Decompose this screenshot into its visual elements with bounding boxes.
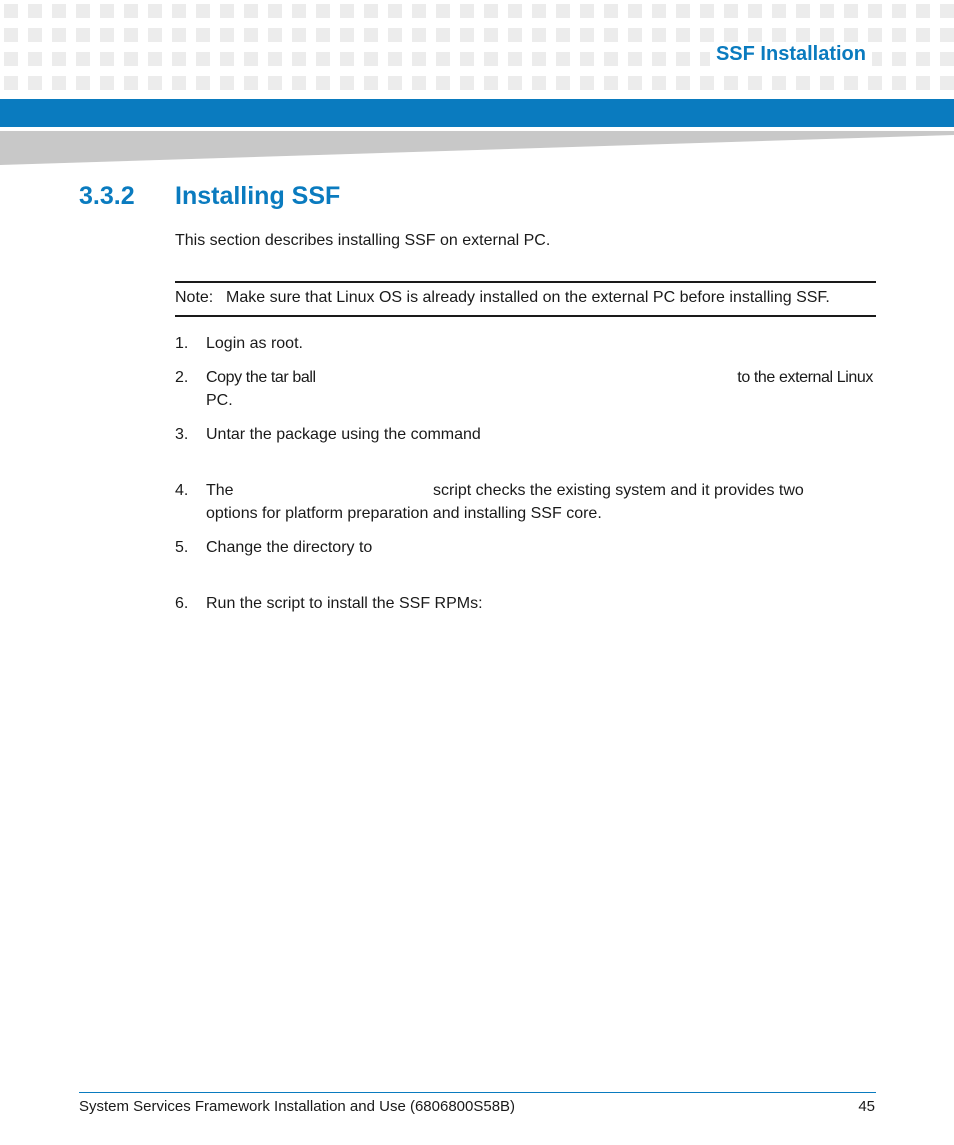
header-band [0, 99, 954, 127]
pattern-square [412, 28, 426, 42]
pattern-square [52, 28, 66, 42]
pattern-square [340, 76, 354, 90]
pattern-square [892, 76, 906, 90]
pattern-square [172, 52, 186, 66]
pattern-square [292, 76, 306, 90]
pattern-square [580, 4, 594, 18]
pattern-square [316, 28, 330, 42]
pattern-square [76, 28, 90, 42]
step-number: 2. [175, 369, 189, 386]
pattern-square [172, 76, 186, 90]
pattern-square [364, 52, 378, 66]
pattern-square [460, 52, 474, 66]
pattern-square [772, 28, 786, 42]
pattern-square [76, 4, 90, 18]
pattern-square [484, 28, 498, 42]
pattern-square [772, 4, 786, 18]
pattern-square [340, 4, 354, 18]
pattern-square [796, 28, 810, 42]
step-text: The [206, 482, 234, 499]
pattern-square [940, 28, 954, 42]
pattern-square [100, 28, 114, 42]
pattern-square [868, 4, 882, 18]
pattern-square [76, 52, 90, 66]
pattern-square [820, 76, 834, 90]
pattern-square [508, 52, 522, 66]
pattern-square [244, 28, 258, 42]
pattern-square [652, 4, 666, 18]
note-label: Note: [175, 289, 214, 306]
pattern-square [436, 4, 450, 18]
pattern-square [388, 76, 402, 90]
pattern-square [868, 76, 882, 90]
pattern-square [916, 76, 930, 90]
pattern-square [940, 4, 954, 18]
list-item [175, 479, 876, 525]
step-number: 4. [175, 482, 189, 499]
section-number: 3.3.2 [79, 182, 135, 210]
pattern-square [388, 52, 402, 66]
pattern-square [748, 4, 762, 18]
pattern-square [340, 52, 354, 66]
pattern-square [4, 28, 18, 42]
pattern-square [244, 52, 258, 66]
pattern-square [604, 4, 618, 18]
pattern-square [940, 52, 954, 66]
pattern-square [268, 76, 282, 90]
section-heading [79, 182, 340, 211]
pattern-square [316, 52, 330, 66]
pattern-square [532, 76, 546, 90]
step-number: 6. [175, 595, 189, 612]
pattern-square [148, 28, 162, 42]
pattern-square [52, 4, 66, 18]
step-text-mid: script checks the existing system and it provides two [433, 482, 804, 499]
pattern-square [796, 76, 810, 90]
pattern-square [484, 76, 498, 90]
header-wedge [0, 131, 954, 165]
pattern-square [268, 4, 282, 18]
pattern-square [364, 4, 378, 18]
pattern-square [28, 4, 42, 18]
pattern-square [700, 76, 714, 90]
pattern-square [124, 52, 138, 66]
pattern-square [580, 28, 594, 42]
pattern-square [220, 52, 234, 66]
pattern-square [196, 28, 210, 42]
step-text-continued: options for platform preparation and installing SSF core. [206, 505, 602, 522]
step-text: Login as root. [206, 335, 303, 352]
pattern-square [484, 4, 498, 18]
pattern-square [412, 52, 426, 66]
pattern-square [676, 28, 690, 42]
pattern-square [628, 52, 642, 66]
chapter-title: SSF Installation [710, 43, 872, 66]
pattern-square [676, 4, 690, 18]
pattern-square [100, 76, 114, 90]
pattern-square [892, 52, 906, 66]
pattern-square [292, 4, 306, 18]
pattern-square [556, 52, 570, 66]
pattern-square [652, 28, 666, 42]
pattern-square [844, 28, 858, 42]
section-title: Installing SSF [175, 182, 341, 210]
step-text-end: to the external Linux [737, 369, 873, 386]
pattern-square [628, 4, 642, 18]
pattern-square [748, 76, 762, 90]
pattern-square [100, 4, 114, 18]
list-item [175, 366, 876, 412]
pattern-square [604, 52, 618, 66]
pattern-square [700, 4, 714, 18]
pattern-square [508, 28, 522, 42]
pattern-square [556, 28, 570, 42]
pattern-square [580, 76, 594, 90]
pattern-square [28, 28, 42, 42]
pattern-square [364, 76, 378, 90]
pattern-square [196, 76, 210, 90]
step-text: Untar the package using the command [206, 426, 481, 443]
pattern-square [772, 76, 786, 90]
pattern-square [724, 4, 738, 18]
pattern-square [820, 4, 834, 18]
pattern-square [52, 76, 66, 90]
pattern-square [556, 4, 570, 18]
pattern-square [844, 76, 858, 90]
pattern-square [628, 76, 642, 90]
pattern-square [676, 52, 690, 66]
pattern-square [892, 4, 906, 18]
pattern-square [4, 4, 18, 18]
pattern-square [724, 28, 738, 42]
pattern-square [364, 28, 378, 42]
page-number: 45 [858, 1098, 875, 1115]
pattern-square [148, 52, 162, 66]
step-text: Run the script to install the SSF RPMs: [206, 595, 483, 612]
step-number: 1. [175, 335, 189, 352]
step-text: Copy the tar ball [206, 369, 316, 386]
pattern-square [28, 76, 42, 90]
pattern-square [28, 52, 42, 66]
pattern-square [52, 52, 66, 66]
step-number: 3. [175, 426, 189, 443]
pattern-square [652, 76, 666, 90]
pattern-square [244, 4, 258, 18]
pattern-square [484, 52, 498, 66]
note-body: Make sure that Linux OS is already installed on the external PC before installing SSF. [226, 289, 830, 306]
pattern-square [4, 52, 18, 66]
pattern-square [700, 28, 714, 42]
pattern-square [292, 52, 306, 66]
pattern-square [124, 76, 138, 90]
pattern-square [220, 76, 234, 90]
pattern-square [604, 28, 618, 42]
pattern-square [172, 28, 186, 42]
pattern-square [916, 52, 930, 66]
pattern-square [436, 76, 450, 90]
pattern-square [892, 28, 906, 42]
pattern-square [508, 4, 522, 18]
note-box [175, 281, 876, 317]
pattern-square [220, 4, 234, 18]
pattern-square [412, 4, 426, 18]
pattern-square [388, 28, 402, 42]
pattern-square [532, 28, 546, 42]
pattern-square [196, 4, 210, 18]
pattern-square [244, 76, 258, 90]
pattern-square [436, 28, 450, 42]
pattern-square [748, 28, 762, 42]
pattern-square [508, 76, 522, 90]
pattern-square [124, 28, 138, 42]
pattern-square [460, 76, 474, 90]
pattern-square [676, 76, 690, 90]
pattern-square [316, 76, 330, 90]
pattern-square [916, 4, 930, 18]
pattern-square [76, 76, 90, 90]
pattern-square [868, 28, 882, 42]
pattern-square [580, 52, 594, 66]
step-text-continued: PC. [206, 392, 233, 409]
pattern-square [268, 52, 282, 66]
pattern-square [796, 4, 810, 18]
pattern-square [916, 28, 930, 42]
pattern-square [292, 28, 306, 42]
pattern-square [532, 4, 546, 18]
pattern-square [4, 76, 18, 90]
pattern-square [436, 52, 450, 66]
pattern-square [628, 28, 642, 42]
pattern-square [460, 28, 474, 42]
pattern-square [124, 4, 138, 18]
pattern-square [100, 52, 114, 66]
pattern-square [220, 28, 234, 42]
note-text [175, 286, 830, 309]
pattern-square [148, 4, 162, 18]
step-text: Change the directory to [206, 539, 373, 556]
pattern-square [316, 4, 330, 18]
pattern-square [340, 28, 354, 42]
pattern-square [148, 76, 162, 90]
pattern-square [532, 52, 546, 66]
pattern-square [940, 76, 954, 90]
pattern-square [412, 76, 426, 90]
pattern-square [460, 4, 474, 18]
footer-rule [79, 1092, 876, 1093]
step-number: 5. [175, 539, 189, 556]
pattern-square [724, 76, 738, 90]
footer-doc-title: System Services Framework Installation and Use (6806800S58B) [79, 1098, 516, 1115]
intro-paragraph: This section describes installing SSF on external PC. [175, 232, 551, 249]
pattern-square [556, 76, 570, 90]
pattern-square [820, 28, 834, 42]
pattern-square [268, 28, 282, 42]
pattern-square [844, 4, 858, 18]
pattern-square [196, 52, 210, 66]
pattern-square [172, 4, 186, 18]
pattern-square [652, 52, 666, 66]
pattern-square [388, 4, 402, 18]
pattern-square [604, 76, 618, 90]
